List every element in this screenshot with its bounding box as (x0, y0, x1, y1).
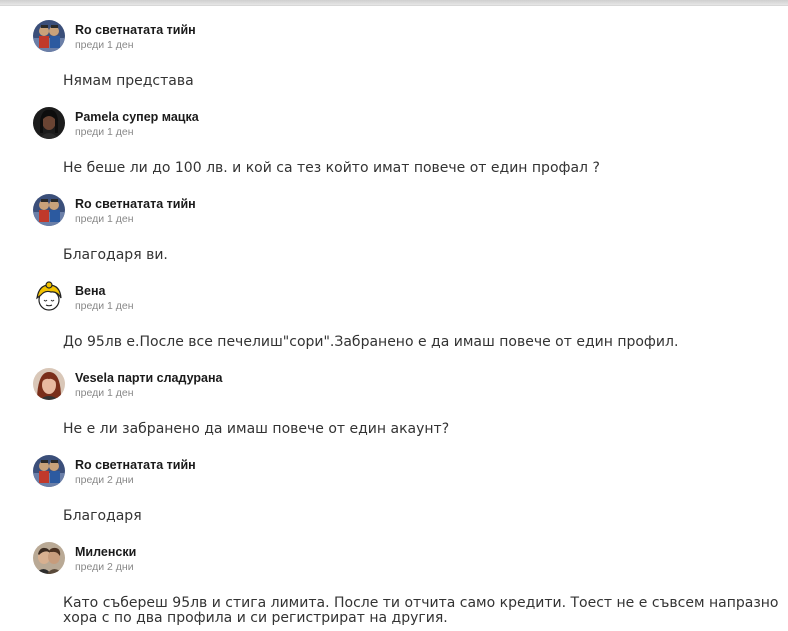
avatar[interactable] (33, 455, 65, 487)
avatar[interactable] (33, 281, 65, 313)
comment-author[interactable]: Vesela парти сладурана (75, 371, 223, 385)
comment-text: Благодаря (63, 508, 142, 524)
comment-author[interactable]: Pamela супер мацка (75, 110, 199, 124)
comment-timestamp: преди 1 ден (75, 39, 134, 51)
comment-text: До 95лв е.После все печелиш"сори".Забранено е да имаш повече от един профил. (63, 334, 679, 350)
avatar[interactable] (33, 542, 65, 574)
comment-author[interactable]: Вена (75, 284, 106, 298)
comment-timestamp: преди 1 ден (75, 300, 134, 312)
avatar[interactable] (33, 194, 65, 226)
avatar-yellow-hair-cartoon-icon (33, 281, 65, 313)
comment-text: Не беше ли до 100 лв. и кой са тез който имат повече от един профал ? (63, 160, 600, 176)
comment-author[interactable]: Ro светнатата тийн (75, 197, 196, 211)
avatar-cartoon-heroes-icon (33, 194, 65, 226)
avatar[interactable] (33, 20, 65, 52)
comment-text: Не е ли забранено да имаш повече от един акаунт? (63, 421, 450, 437)
comment-text: Благодаря ви. (63, 247, 168, 263)
comment-text-line-2: хора с по два профила и си регистрират на другия. (63, 610, 448, 626)
comment-author[interactable]: Ro светнатата тийн (75, 23, 196, 37)
avatar-cartoon-heroes-icon (33, 455, 65, 487)
avatar[interactable] (33, 368, 65, 400)
comment-timestamp: преди 2 дни (75, 474, 134, 486)
avatar-woman-redhead-icon (33, 368, 65, 400)
comment-text-line-1: Като събереш 95лв и стига лимита. После ти отчита само кредити. Тоест не е съвсем напразно (63, 595, 779, 611)
comment-timestamp: преди 2 дни (75, 561, 134, 573)
avatar-couple-photo-icon (33, 542, 65, 574)
avatar-woman-dark-icon (33, 107, 65, 139)
comment-timestamp: преди 1 ден (75, 387, 134, 399)
avatar-cartoon-heroes-icon (33, 20, 65, 52)
comment-author[interactable]: Миленски (75, 545, 137, 559)
comment-timestamp: преди 1 ден (75, 126, 134, 138)
comment-author[interactable]: Ro светнатата тийн (75, 458, 196, 472)
avatar[interactable] (33, 107, 65, 139)
comment-text: Нямам представа (63, 73, 194, 89)
comment-timestamp: преди 1 ден (75, 213, 134, 225)
